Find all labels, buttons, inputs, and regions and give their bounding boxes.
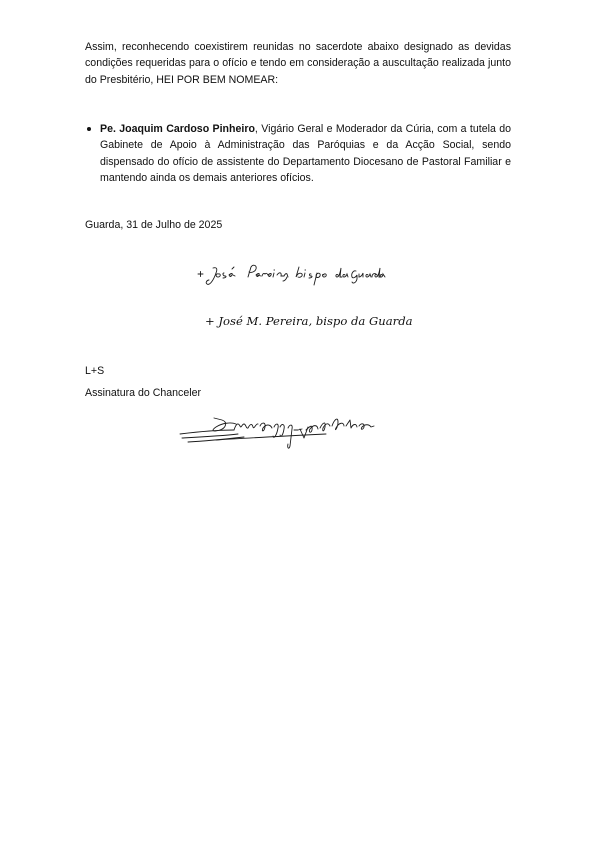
nomination-description: , Vigário Geral e Moderador da Cúria, com a tutela do Gabinete de Apoio à Administração das Paróquias e da Acção Social, sendo dispensado do ofício de assistente do Departamento Diocesano de Pastoral Familiar e mantendo ainda os demais anteriores ofícios. — [100, 123, 511, 185]
nominee-name: Pe. Joaquim Cardoso Pinheiro — [100, 123, 255, 135]
seal-mark: L+S — [85, 365, 105, 377]
nomination-text — [100, 121, 511, 187]
place-date: Guarda, 31 de Julho de 2025 — [85, 219, 223, 231]
chancellor-handwritten-signature — [176, 410, 386, 456]
chancellor-label: Assinatura do Chanceler — [85, 387, 202, 399]
printed-signature: + José M. Pereira, bispo da Guarda — [205, 314, 413, 328]
bishop-handwritten-signature — [196, 259, 386, 289]
bullet-icon — [87, 127, 91, 131]
intro-paragraph: Assim, reconhecendo coexistirem reunidas no sacerdote abaixo designado as devidas condições requeridas para o ofício e tendo em consideração a auscultação realizada junto do Presbitério, HEI POR BEM NOMEAR: — [85, 41, 511, 86]
